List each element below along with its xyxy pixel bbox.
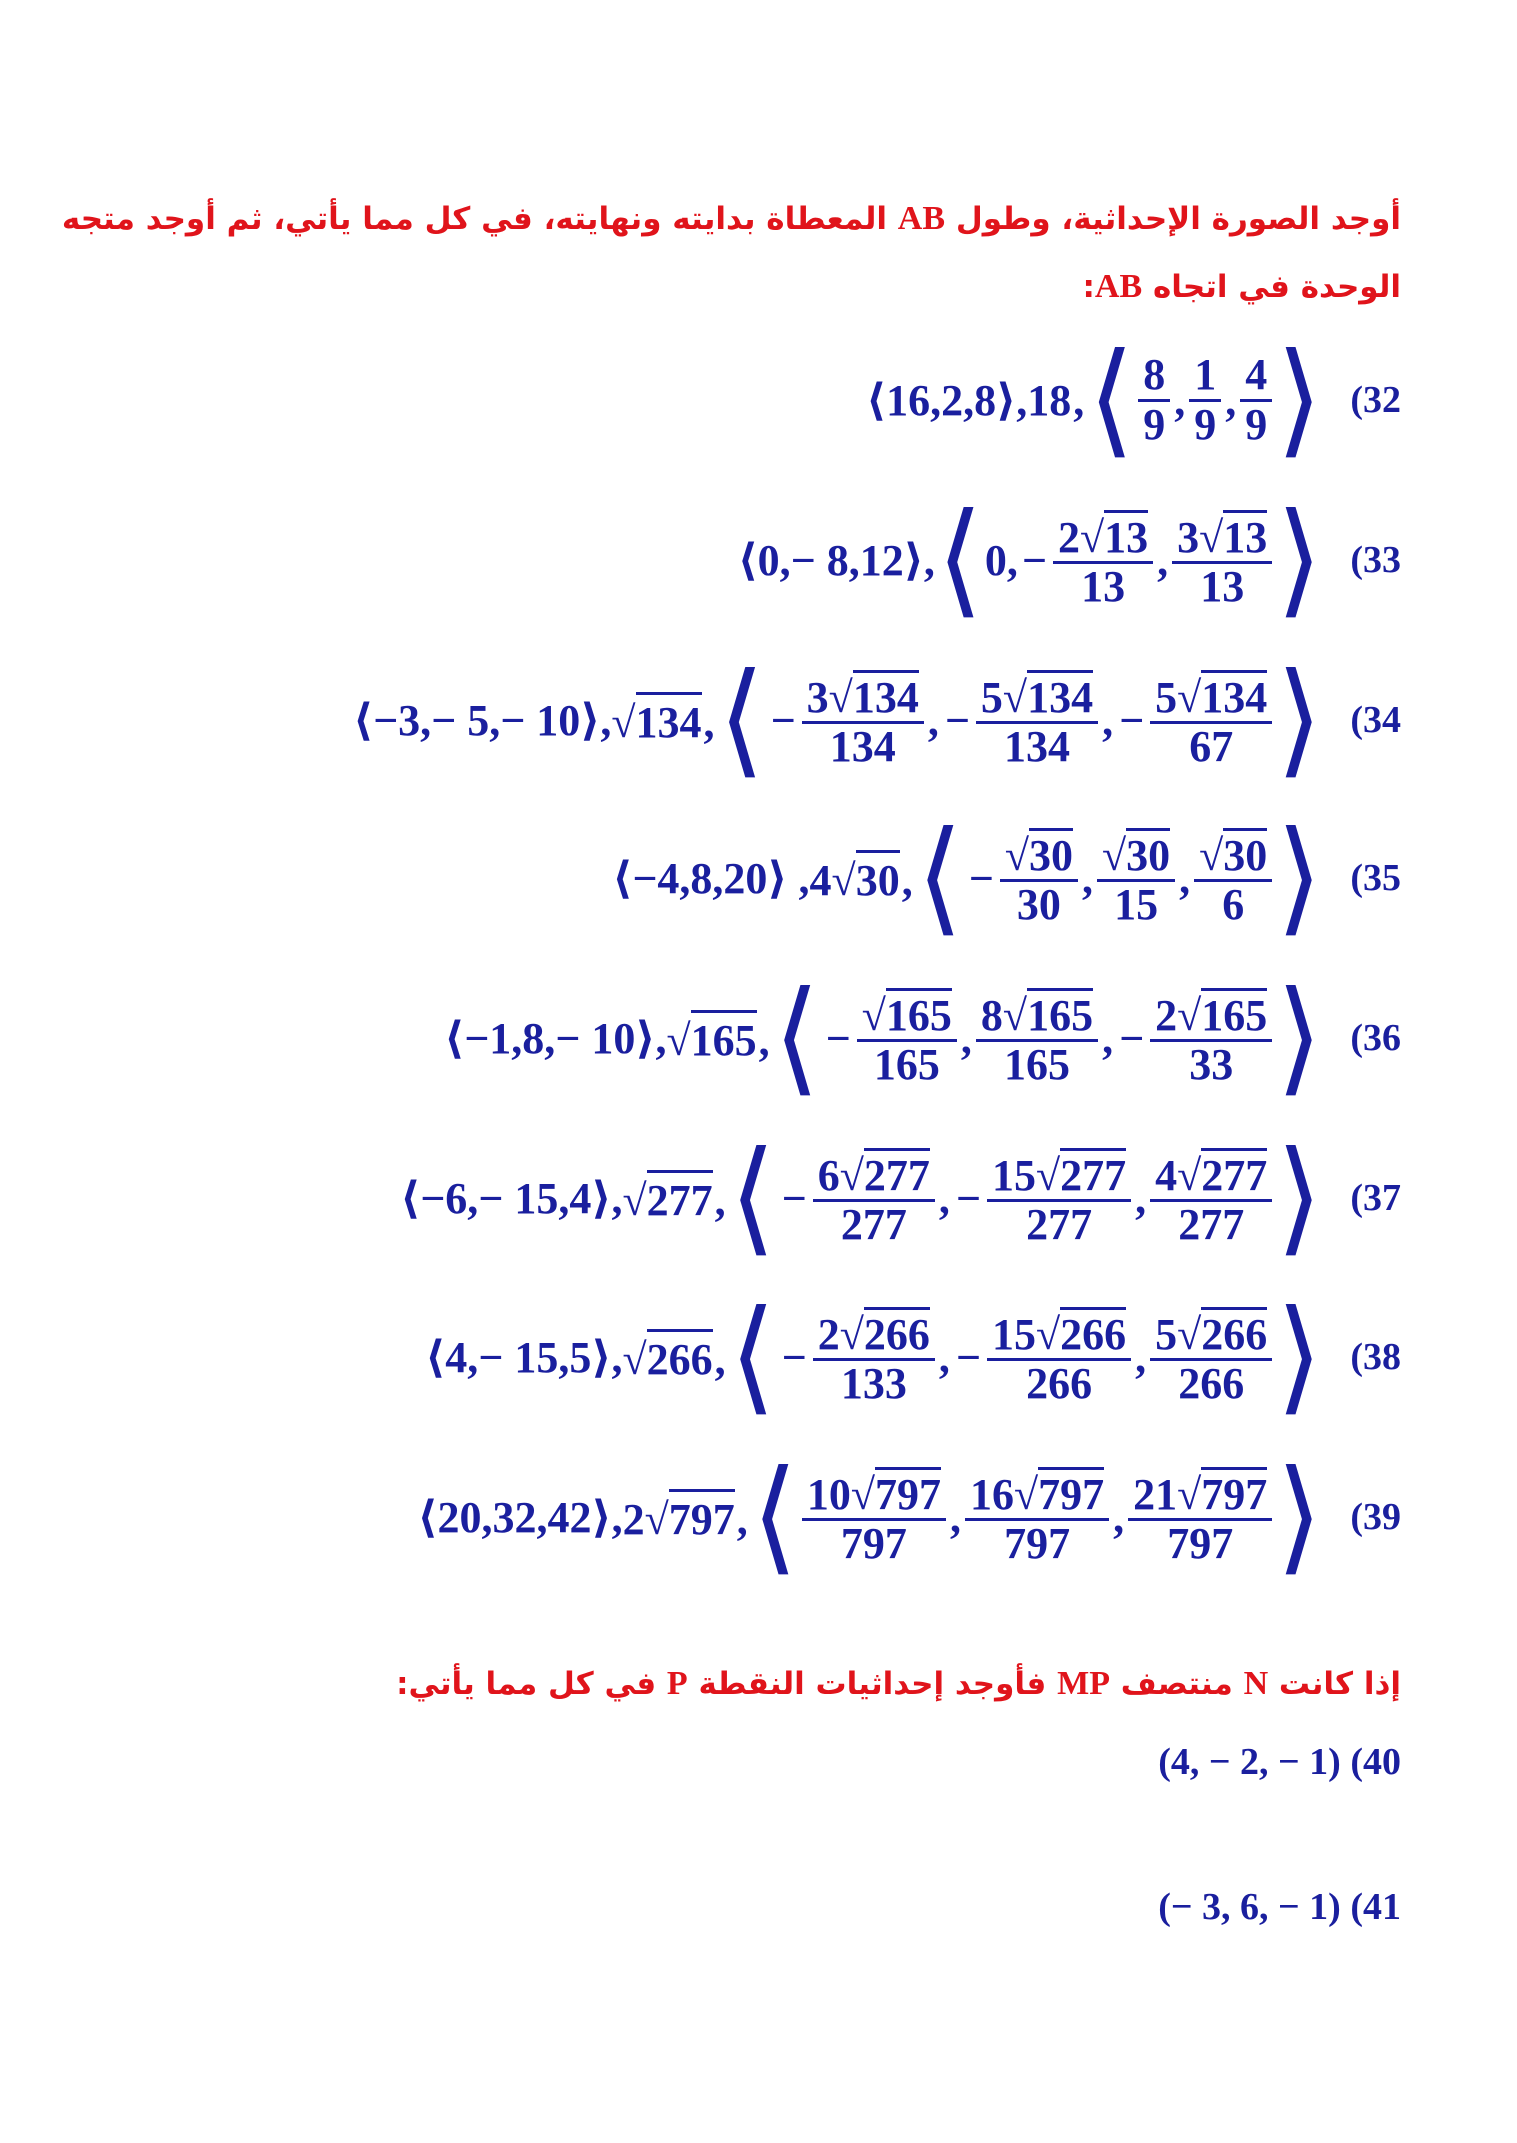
denominator: 277 <box>1026 1200 1093 1249</box>
radical <box>1003 988 1093 1039</box>
fraction <box>976 988 1098 1088</box>
numerator-coef: 2 <box>817 1309 840 1359</box>
radicand: 165 <box>691 1010 757 1066</box>
radicand: 797 <box>1038 1467 1104 1518</box>
radicand: 266 <box>1201 1307 1267 1358</box>
components: ⟨20,32,42⟩, <box>417 1492 623 1542</box>
fraction <box>1053 510 1153 610</box>
problem-40-label: (40 <box>1350 1741 1401 1783</box>
answer <box>425 1287 1324 1426</box>
problem-number: (32 <box>1350 379 1401 421</box>
radical <box>622 1329 712 1385</box>
radical-sign: √ <box>839 1150 864 1200</box>
heading-text: منتصف <box>1110 1666 1244 1702</box>
numerator <box>965 1467 1109 1521</box>
problem-41 <box>1158 1885 1401 1929</box>
radicand: 277 <box>647 1170 713 1226</box>
radicand: 797 <box>1201 1467 1267 1518</box>
comma: , <box>1135 1173 1147 1223</box>
numerator-coef: 4 <box>1245 350 1268 400</box>
right-angle-bracket: ⟩ <box>1276 490 1323 629</box>
radical <box>840 1307 930 1358</box>
radicand: 277 <box>1201 1148 1267 1199</box>
radical-sign: √ <box>1177 1150 1202 1200</box>
components: ⟨−3,− 5,− 10⟩, <box>352 695 612 745</box>
comma: , <box>938 1173 950 1223</box>
radical-sign: √ <box>1177 1309 1202 1359</box>
radical-sign: √ <box>1079 512 1105 562</box>
radical-sign: √ <box>1177 1469 1202 1519</box>
components: ⟨−4,8,20⟩ , <box>612 853 810 903</box>
problem-row <box>400 1128 1401 1268</box>
radicand: 134 <box>853 670 919 721</box>
numerator-coef: 16 <box>969 1469 1014 1519</box>
components: ⟨16,2,8⟩, <box>866 375 1028 425</box>
heading-ab: AB <box>897 200 946 237</box>
radical-sign: √ <box>611 698 636 747</box>
fraction <box>1172 510 1272 610</box>
numerator <box>1150 1148 1272 1202</box>
numerator-coef: 8 <box>980 990 1003 1040</box>
numerator <box>976 670 1098 724</box>
left-angle-bracket: ⟨ <box>751 1447 798 1586</box>
numerator-coef: 3 <box>1177 512 1200 562</box>
comma: , <box>758 1016 770 1065</box>
radical <box>1014 1467 1104 1518</box>
radical <box>666 1010 756 1066</box>
fraction <box>1128 1467 1272 1567</box>
heading-n: N <box>1243 1665 1269 1702</box>
numerator-coef: 2 <box>1155 990 1178 1040</box>
problem-row <box>444 968 1401 1108</box>
denominator: 13 <box>1200 562 1245 611</box>
numerator-coef: 5 <box>980 672 1003 722</box>
denominator: 67 <box>1189 722 1234 771</box>
numerator <box>1172 510 1272 564</box>
answer <box>612 808 1324 947</box>
minus-sign: − <box>1119 1013 1145 1063</box>
radicand: 165 <box>1201 988 1267 1039</box>
answer <box>352 650 1324 789</box>
problem-40 <box>1158 1740 1401 1784</box>
fraction <box>1150 1148 1272 1248</box>
radicand: 30 <box>1029 828 1073 879</box>
heading-text: أوجد الصورة الإحداثية، وطول <box>945 201 1401 237</box>
numerator <box>802 1467 946 1521</box>
minus-sign: − <box>781 1173 807 1223</box>
denominator: 9 <box>1245 399 1268 449</box>
right-angle-bracket: ⟩ <box>1276 1447 1323 1586</box>
numerator <box>1097 828 1175 882</box>
numerator <box>1189 352 1221 401</box>
radical <box>862 988 952 1039</box>
comma: , <box>1073 375 1085 425</box>
numerator <box>987 1148 1131 1202</box>
problem-row <box>417 1447 1401 1587</box>
left-angle-bracket: ⟨ <box>936 490 983 629</box>
denominator: 165 <box>873 1040 940 1089</box>
denominator: 277 <box>840 1200 907 1249</box>
prefix: 0, <box>984 535 1018 585</box>
problem-number: (37 <box>1350 1177 1401 1219</box>
radical <box>1102 828 1170 879</box>
numerator <box>1150 670 1272 724</box>
heading-ab: AB <box>1094 268 1143 305</box>
radicand: 266 <box>864 1307 930 1358</box>
magnitude <box>666 1010 771 1066</box>
radical <box>840 1148 930 1199</box>
denominator: 30 <box>1016 880 1061 929</box>
radical-sign: √ <box>1199 830 1224 880</box>
radical-sign: √ <box>861 990 886 1040</box>
radical <box>622 1170 712 1226</box>
radical <box>1177 988 1267 1039</box>
heading-p: P <box>666 1665 688 1702</box>
fraction <box>1194 828 1272 928</box>
minus-sign: − <box>1021 535 1047 585</box>
radicand: 134 <box>636 692 702 748</box>
minus-sign: − <box>770 695 796 745</box>
radical <box>1005 828 1073 879</box>
numerator <box>1000 828 1078 882</box>
radical <box>645 1489 735 1545</box>
right-angle-bracket: ⟩ <box>1276 968 1323 1107</box>
fraction <box>1150 1307 1272 1407</box>
radical-sign: √ <box>828 672 853 722</box>
problem-number: (36 <box>1350 1017 1401 1059</box>
components: ⟨−1,8,− 10⟩, <box>444 1013 667 1063</box>
minus-sign: − <box>968 853 994 903</box>
comma: , <box>714 1176 726 1225</box>
radical-sign: √ <box>1002 672 1028 722</box>
components: ⟨0,− 8,12⟩, <box>737 535 935 585</box>
comma: , <box>1135 1332 1147 1382</box>
radical <box>829 670 919 721</box>
section2-heading <box>396 1665 1401 1703</box>
comma: , <box>1113 1492 1125 1542</box>
radicand: 266 <box>1060 1307 1126 1358</box>
heading-text: فأوجد إحداثيات النقطة <box>687 1666 1058 1702</box>
left-angle-bracket: ⟨ <box>916 808 963 947</box>
radical-sign: √ <box>1101 830 1127 880</box>
right-angle-bracket: ⟩ <box>1276 808 1323 947</box>
radical <box>1199 828 1267 879</box>
comma: , <box>1157 535 1169 585</box>
magnitude <box>623 1489 750 1545</box>
problem-number: (38 <box>1350 1336 1401 1378</box>
radical-sign: √ <box>1177 672 1202 722</box>
fraction <box>965 1467 1109 1567</box>
fraction <box>1097 828 1175 928</box>
problem-number: (33 <box>1350 539 1401 581</box>
radical <box>1177 1148 1267 1199</box>
radicand: 266 <box>647 1329 713 1385</box>
comma: , <box>1174 375 1186 425</box>
radical-sign: √ <box>1035 1150 1061 1200</box>
denominator: 6 <box>1222 880 1245 929</box>
magnitude <box>622 1170 727 1226</box>
problem-number: (34 <box>1350 699 1401 741</box>
fraction <box>1240 352 1272 447</box>
magnitude <box>810 850 915 906</box>
radical <box>1036 1307 1126 1358</box>
denominator: 15 <box>1114 880 1159 929</box>
radical <box>851 1467 941 1518</box>
comma: , <box>736 1495 748 1544</box>
fraction <box>813 1307 935 1407</box>
fraction <box>987 1307 1131 1407</box>
numerator <box>1128 1467 1272 1521</box>
radical-sign: √ <box>666 1016 691 1065</box>
radical <box>1177 670 1267 721</box>
heading-text: : <box>1082 269 1095 305</box>
fraction <box>1189 352 1221 447</box>
right-angle-bracket: ⟩ <box>1276 650 1323 789</box>
radical-sign: √ <box>1177 990 1202 1040</box>
denominator: 266 <box>1026 1359 1093 1408</box>
magnitude-coef: 2 <box>622 1495 645 1544</box>
section1-line2 <box>1083 268 1401 306</box>
radicand: 13 <box>1223 510 1267 561</box>
numerator-coef: 21 <box>1133 1469 1178 1519</box>
problem-40-point: (4, − 2, − 1) <box>1158 1741 1341 1783</box>
numerator <box>857 988 957 1042</box>
radical <box>1080 510 1148 561</box>
right-angle-bracket: ⟩ <box>1276 1287 1323 1426</box>
comma: , <box>1179 853 1191 903</box>
problem-row <box>612 808 1401 948</box>
fraction <box>857 988 957 1088</box>
denominator: 277 <box>1178 1200 1245 1249</box>
numerator <box>976 988 1098 1042</box>
comma: , <box>901 856 913 905</box>
radicand: 134 <box>1027 670 1093 721</box>
numerator <box>813 1148 935 1202</box>
answer <box>417 1447 1324 1586</box>
comma: , <box>1102 1013 1114 1063</box>
problem-number: (39 <box>1350 1496 1401 1538</box>
comma: , <box>703 698 715 747</box>
radical <box>1177 1307 1267 1358</box>
heading-mp: MP <box>1057 1665 1110 1702</box>
components: ⟨4,− 15,5⟩, <box>425 1332 623 1382</box>
minus-sign: − <box>944 695 970 745</box>
radicand: 30 <box>856 850 900 906</box>
comma: , <box>1081 853 1093 903</box>
minus-sign: − <box>1119 695 1145 745</box>
heading-text: إذا كانت <box>1268 1666 1401 1702</box>
comma: , <box>1225 375 1237 425</box>
numerator <box>1194 828 1272 882</box>
minus-sign: − <box>781 1332 807 1382</box>
fraction <box>987 1148 1131 1248</box>
fraction <box>1138 352 1170 447</box>
problem-41-point: (− 3, 6, − 1) <box>1158 1886 1341 1928</box>
comma: , <box>1102 695 1114 745</box>
comma: , <box>714 1335 726 1384</box>
numerator <box>802 670 924 724</box>
radical-sign: √ <box>1002 990 1028 1040</box>
radical-sign: √ <box>1004 830 1029 880</box>
answer <box>444 968 1324 1107</box>
radicand: 165 <box>886 988 952 1039</box>
fraction <box>802 670 924 770</box>
problem-41-label: (41 <box>1350 1886 1401 1928</box>
radicand: 797 <box>669 1489 735 1545</box>
radicand: 277 <box>1060 1148 1126 1199</box>
numerator-coef: 2 <box>1057 512 1080 562</box>
answer <box>737 490 1325 629</box>
radical <box>1177 1467 1267 1518</box>
numerator-coef: 15 <box>991 1150 1036 1200</box>
radical <box>1199 510 1267 561</box>
denominator: 797 <box>840 1519 907 1568</box>
radicand: 797 <box>875 1467 941 1518</box>
numerator-coef: 5 <box>1155 672 1178 722</box>
denominator: 13 <box>1081 562 1126 611</box>
fraction <box>1150 670 1272 770</box>
denominator: 9 <box>1143 399 1166 449</box>
left-angle-bracket: ⟨ <box>773 968 820 1107</box>
left-angle-bracket: ⟨ <box>718 650 765 789</box>
left-angle-bracket: ⟨ <box>729 1128 776 1267</box>
numerator-coef: 3 <box>806 672 829 722</box>
numerator-coef: 5 <box>1155 1309 1178 1359</box>
right-angle-bracket: ⟩ <box>1276 1128 1323 1267</box>
comma: , <box>960 1013 972 1063</box>
numerator-coef: 15 <box>991 1309 1036 1359</box>
fraction <box>813 1148 935 1248</box>
radicand: 165 <box>1027 988 1093 1039</box>
left-angle-bracket: ⟨ <box>729 1287 776 1426</box>
problem-row <box>866 330 1401 470</box>
denominator: 33 <box>1189 1040 1234 1089</box>
denominator: 133 <box>840 1359 907 1408</box>
radical-sign: √ <box>1035 1309 1061 1359</box>
radical <box>832 850 900 906</box>
denominator: 797 <box>1004 1519 1071 1568</box>
heading-text: في كل مما يأتي: <box>396 1666 667 1702</box>
numerator <box>1138 352 1170 401</box>
problem-row <box>425 1287 1401 1427</box>
left-angle-bracket: ⟨ <box>1088 330 1135 469</box>
heading-text: المعطاة بدايته ونهايته، في كل مما يأتي، ثم أوجد متجه <box>61 201 898 237</box>
radical-sign: √ <box>622 1335 647 1384</box>
magnitude-coef: 4 <box>809 856 832 905</box>
fraction <box>1000 828 1078 928</box>
answer <box>866 330 1324 469</box>
right-angle-bracket: ⟩ <box>1276 330 1323 469</box>
fraction <box>802 1467 946 1567</box>
numerator <box>813 1307 935 1361</box>
answer <box>400 1128 1324 1267</box>
section1-line1 <box>62 200 1401 238</box>
magnitude-coef: 18 <box>1027 375 1072 425</box>
numerator-coef: 4 <box>1155 1150 1178 1200</box>
radical-sign: √ <box>644 1495 669 1544</box>
numerator-coef: 8 <box>1143 350 1166 400</box>
problem-row <box>353 650 1401 790</box>
fraction <box>976 670 1098 770</box>
radicand: 30 <box>1126 828 1170 879</box>
denominator: 9 <box>1194 399 1217 449</box>
denominator: 165 <box>1003 1040 1070 1089</box>
numerator-coef: 1 <box>1194 350 1217 400</box>
minus-sign: − <box>955 1173 981 1223</box>
minus-sign: − <box>955 1332 981 1382</box>
numerator <box>987 1307 1131 1361</box>
minus-sign: − <box>825 1013 851 1063</box>
numerator <box>1053 510 1153 564</box>
radicand: 13 <box>1104 510 1148 561</box>
denominator: 134 <box>829 722 896 771</box>
radicand: 30 <box>1223 828 1267 879</box>
fraction <box>1150 988 1272 1088</box>
comma: , <box>949 1492 961 1542</box>
radical-sign: √ <box>1013 1469 1039 1519</box>
radical-sign: √ <box>850 1469 875 1519</box>
numerator <box>1150 988 1272 1042</box>
comma: , <box>938 1332 950 1382</box>
radical <box>611 692 701 748</box>
radical-sign: √ <box>1199 512 1224 562</box>
numerator <box>1240 352 1272 401</box>
radicand: 134 <box>1201 670 1267 721</box>
comma: , <box>927 695 939 745</box>
magnitude <box>1027 375 1086 426</box>
components: ⟨−6,− 15,4⟩, <box>400 1173 623 1223</box>
numerator <box>1150 1307 1272 1361</box>
magnitude <box>611 692 716 748</box>
radicand: 277 <box>864 1148 930 1199</box>
numerator-coef: 10 <box>806 1469 851 1519</box>
denominator: 797 <box>1167 1519 1234 1568</box>
radical <box>1036 1148 1126 1199</box>
numerator-coef: 6 <box>817 1150 840 1200</box>
radical <box>1003 670 1093 721</box>
heading-text: الوحدة في اتجاه <box>1142 269 1401 305</box>
problem-row <box>738 490 1401 630</box>
magnitude <box>622 1329 727 1385</box>
radical-sign: √ <box>839 1309 864 1359</box>
radical-sign: √ <box>831 856 856 905</box>
denominator: 134 <box>1003 722 1070 771</box>
denominator: 266 <box>1178 1359 1245 1408</box>
radical-sign: √ <box>622 1176 647 1225</box>
problem-number: (35 <box>1350 857 1401 899</box>
